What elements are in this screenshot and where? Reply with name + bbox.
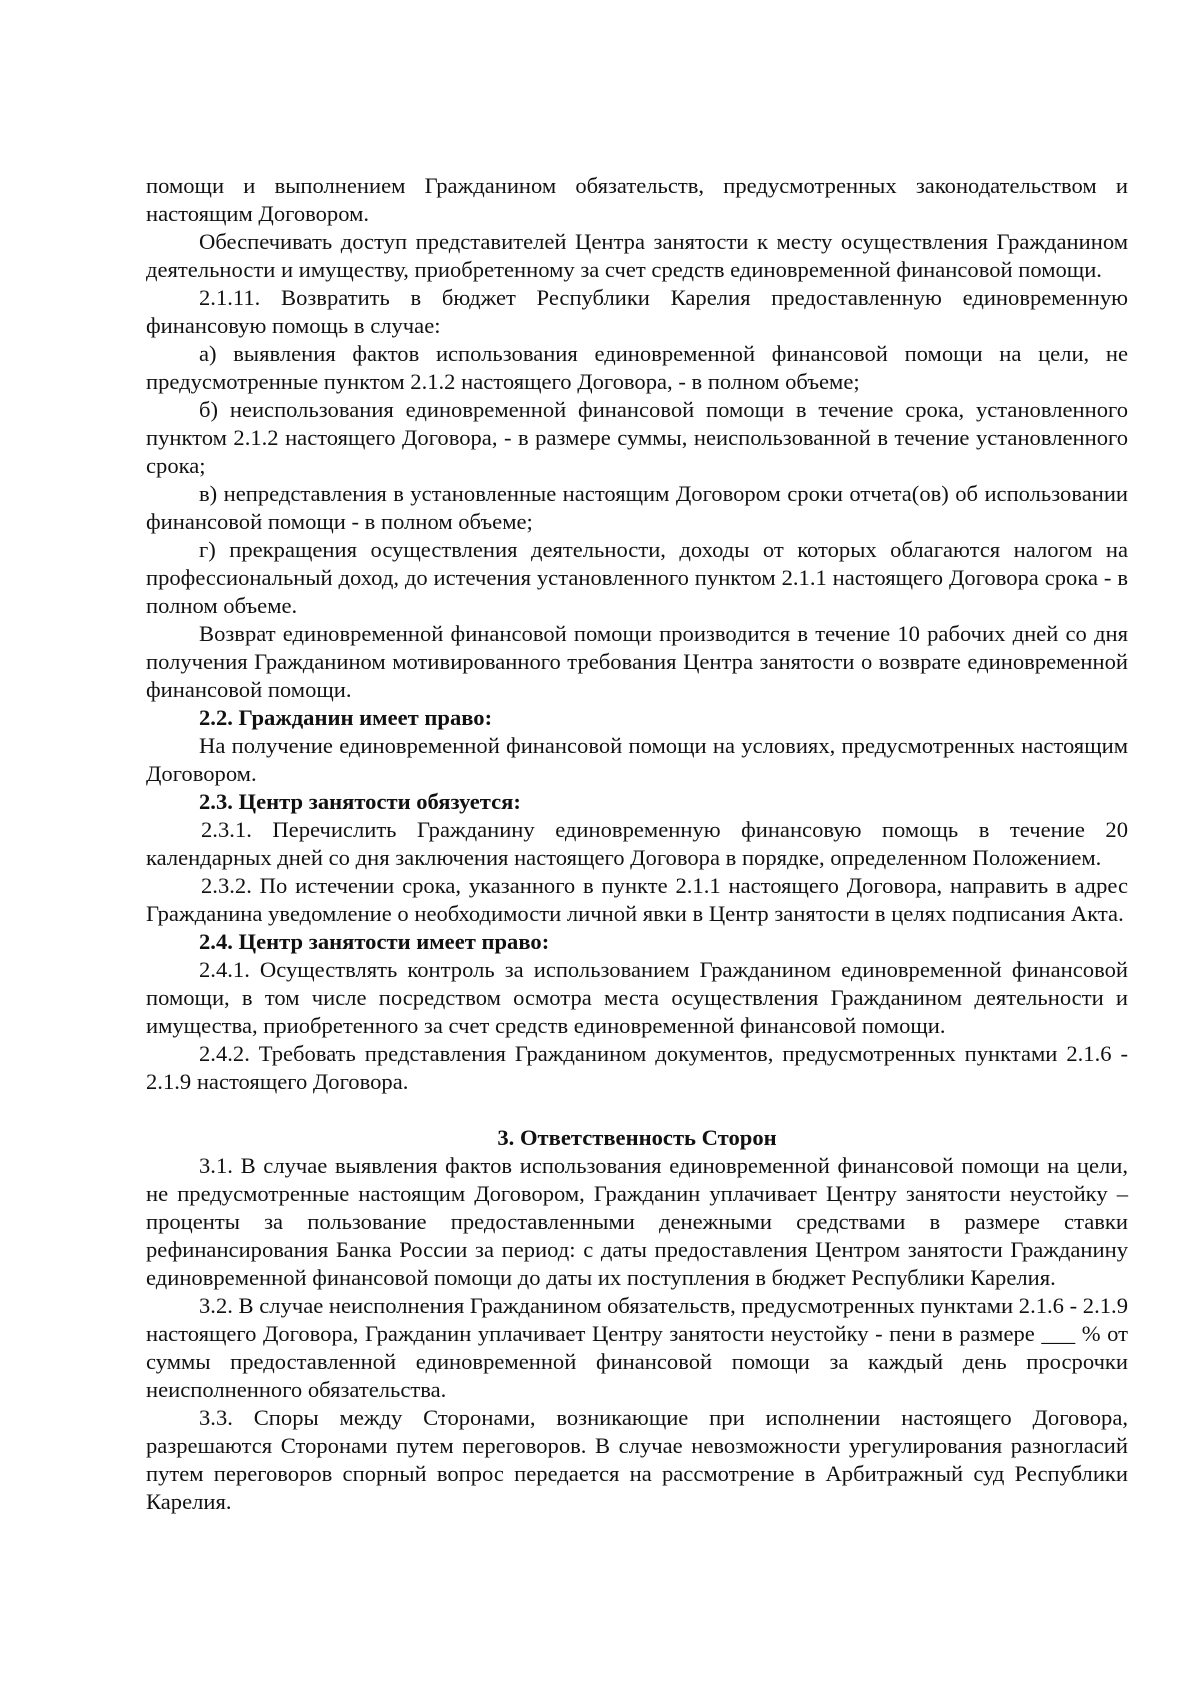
paragraph-continuation: помощи и выполнением Гражданином обязательств, предусмотренных законодательством и настоящим Договором. [146,173,1128,226]
paragraph-item-v: в) непредставления в установленные настоящим Договором сроки отчета(ов) об использовании финансовой помощи - в полном объеме; [146,481,1128,534]
paragraph-3-2: 3.2. В случае неисполнения Гражданином обязательств, предусмотренных пунктами 2.1.6 - 2.1.9 настоящего Договора, Гражданин уплачивает Центру занятости неустойку - пени в размере ___ % от суммы предоставленной единовременной финансовой помощи за каждый день просрочки неисполненного обязательства. [146,1293,1128,1402]
paragraph-2-4-2: 2.4.2. Требовать представления Гражданином документов, предусмотренных пунктами 2.1.6 - 2.1.9 настоящего Договора. [146,1041,1128,1094]
heading-section-3: 3. Ответственность Сторон [497,1125,777,1150]
section-spacer [146,1096,1128,1124]
heading-2-4: 2.4. Центр занятости имеет право: [199,929,550,954]
paragraph-3-3: 3.3. Споры между Сторонами, возникающие при исполнении настоящего Договора, разрешаются Сторонами путем переговоров. В случае невозможности урегулирования разногласий путем переговоров спорный вопрос передается на рассмотрение в Арбитражный суд Республики Карелия. [146,1405,1128,1514]
paragraph-refund: Возврат единовременной финансовой помощи производится в течение 10 рабочих дней со дня получения Гражданином мотивированного требования Центра занятости о возврате единовременной финансовой помощи. [146,621,1128,702]
document-body [146,172,1128,1516]
heading-2-3: 2.3. Центр занятости обязуется: [199,789,521,814]
paragraph-item-b: б) неиспользования единовременной финансовой помощи в течение срока, установленного пунктом 2.1.2 настоящего Договора, - в размере суммы, неиспользованной в течение установленного срока; [146,397,1128,478]
paragraph-3-1: 3.1. В случае выявления фактов использования единовременной финансовой помощи на цели, не предусмотренные настоящим Договором, Гражданин уплачивает Центру занятости неустойку – проценты за пользование предоставленными денежными средствами в размере ставки рефинансирования Банка России за период: с даты предоставления Центром занятости Гражданину единовременной финансовой помощи до даты их поступления в бюджет Республики Карелия. [146,1153,1128,1290]
paragraph-2-3-2: 2.3.2. По истечении срока, указанного в пункте 2.1.1 настоящего Договора, направить в адрес Гражданина уведомление о необходимости личной явки в Центр занятости в целях подписания Акта. [146,873,1128,926]
heading-2-2: 2.2. Гражданин имеет право: [199,705,493,730]
paragraph-2-3-1: 2.3.1. Перечислить Гражданину единовременную финансовую помощь в течение 20 календарных дней со дня заключения настоящего Договора в порядке, определенном Положением. [146,817,1128,870]
paragraph-access: Обеспечивать доступ представителей Центра занятости к месту осуществления Гражданином деятельности и имуществу, приобретенному за счет средств единовременной финансовой помощи. [146,229,1128,282]
paragraph-item-a: а) выявления фактов использования единовременной финансовой помощи на цели, не предусмотренные пунктом 2.1.2 настоящего Договора, - в полном объеме; [146,341,1128,394]
paragraph-2-1-11: 2.1.11. Возвратить в бюджет Республики Карелия предоставленную единовременную финансовую помощь в случае: [146,285,1128,338]
paragraph-2-4-1: 2.4.1. Осуществлять контроль за использованием Гражданином единовременной финансовой помощи, в том числе посредством осмотра места осуществления Гражданином деятельности и имущества, приобретенного за счет средств единовременной финансовой помощи. [146,957,1128,1038]
paragraph-item-g: г) прекращения осуществления деятельности, доходы от которых облагаются налогом на профессиональный доход, до истечения установленного пунктом 2.1.1 настоящего Договора срока - в полном объеме. [146,537,1128,618]
paragraph-2-2-right: На получение единовременной финансовой помощи на условиях, предусмотренных настоящим Договором. [146,733,1128,786]
